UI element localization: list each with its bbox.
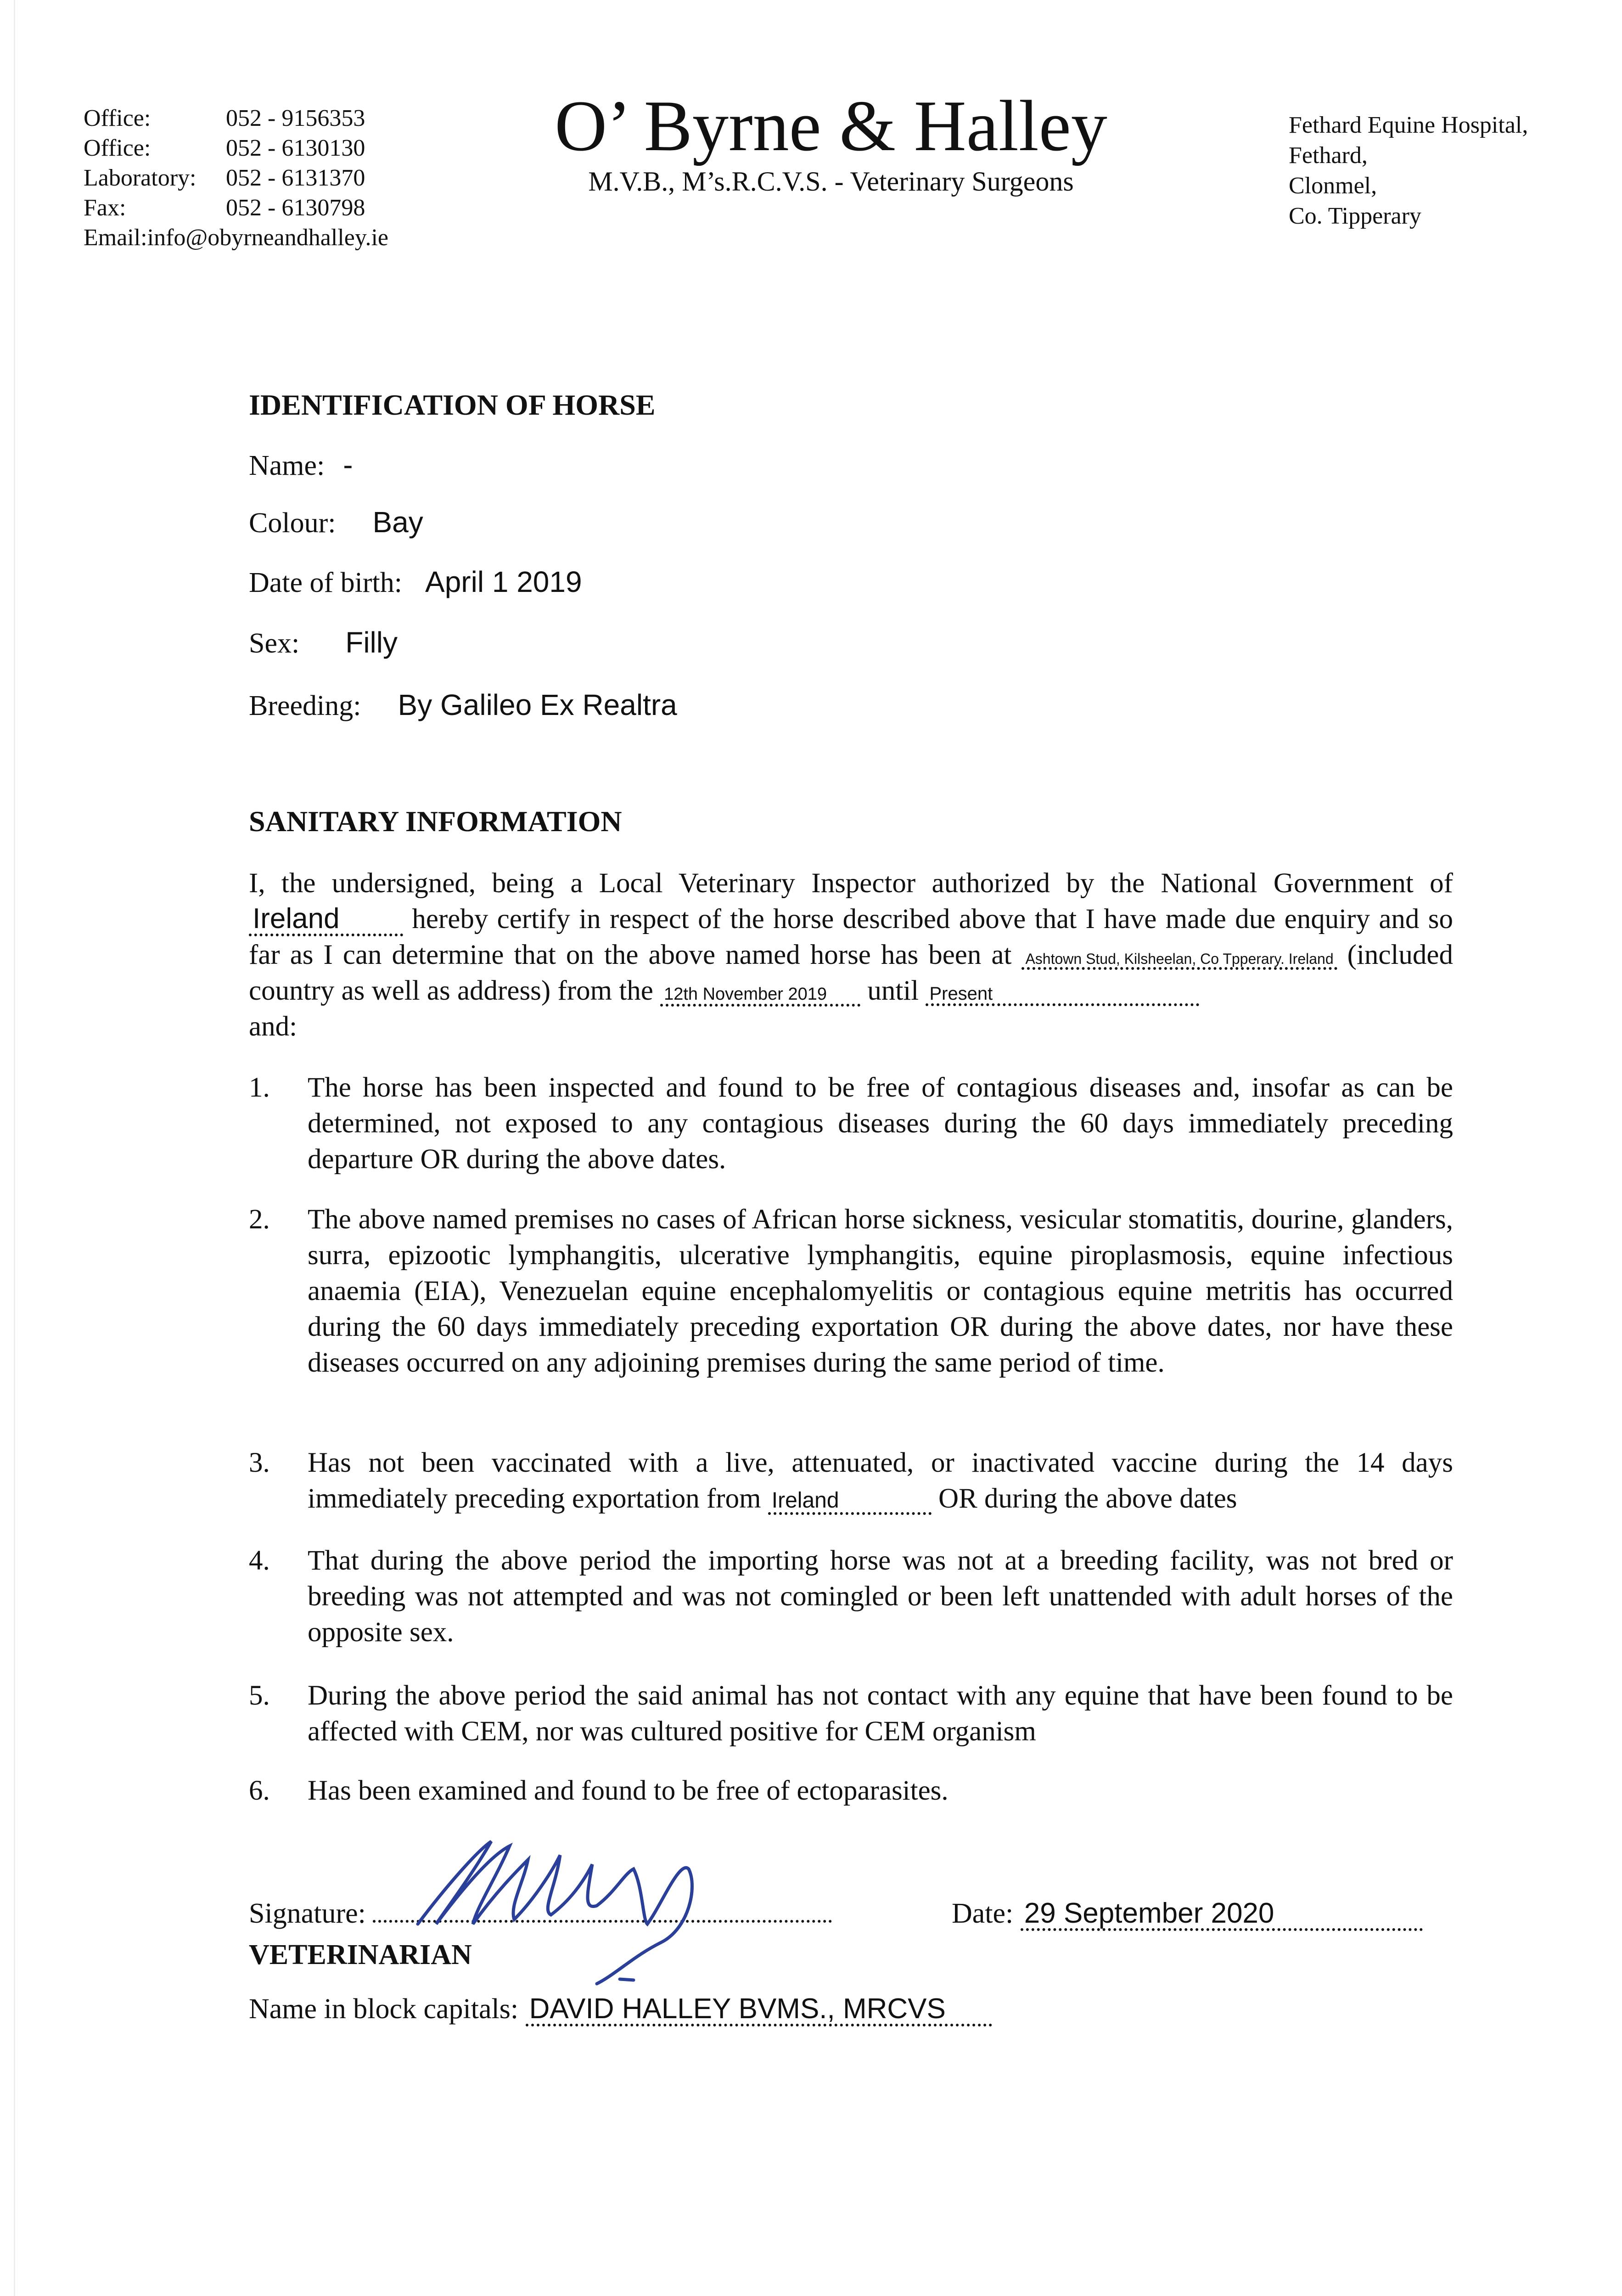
contact-label: Office: bbox=[84, 105, 151, 131]
contact-row bbox=[84, 103, 388, 133]
practice-name: O’ Byrne & Halley bbox=[555, 86, 1107, 166]
address-line: Co. Tipperary bbox=[1289, 203, 1421, 229]
item-number: 1. bbox=[249, 1072, 270, 1103]
item-text: Has been examined and found to be free of ectoparasites. bbox=[308, 1775, 949, 1806]
field-value: April 1 2019 bbox=[425, 565, 582, 598]
contact-value: 052 - 9156353 bbox=[226, 105, 365, 131]
address-line: Clonmel, bbox=[1289, 173, 1377, 199]
contact-value: 052 - 6130130 bbox=[226, 135, 365, 161]
condition-item bbox=[249, 1070, 1453, 1177]
item-text: The above named premises no cases of African horse sickness, vesicular stomatitis, dourine, glanders, surra, epizootic lymphangitis, ulcerative lymphangitis, equine piroplasmosis, equine infectious anaemia (EIA), Venezuelan equine encephalomyelitis or contagious equine metritis has occurred during the 60 days immediately preceding exportation OR during the above dates, nor have these diseases occurred on any adjoining premises during the same period of time. bbox=[308, 1204, 1453, 1378]
field-name bbox=[249, 448, 353, 482]
practice-subtitle: M.V.B., M’s.R.C.V.S. - Veterinary Surgeons bbox=[588, 166, 1074, 197]
field-breeding bbox=[249, 688, 677, 722]
intro-text: hereby certify in respect of the horse described above that I have made due enquiry and so far as I can determine that on the above named horse has been at bbox=[249, 904, 1453, 970]
contact-value: 052 - 6130798 bbox=[226, 195, 365, 221]
intro-text: I, the undersigned, being a Local Veterinary Inspector authorized by the National Government of bbox=[249, 868, 1453, 899]
contact-label: Laboratory: bbox=[84, 165, 196, 191]
premises-value: Ashtown Stud, Kilsheelan, Co Tpperary. Ireland bbox=[1025, 951, 1334, 967]
field-label: Sex: bbox=[249, 628, 300, 659]
from-date-fill bbox=[660, 985, 860, 1007]
contact-row bbox=[84, 163, 388, 193]
intro-text: until bbox=[867, 975, 919, 1006]
block-name-value: DAVID HALLEY BVMS., MRCVS bbox=[529, 1993, 946, 2025]
field-label: Name: bbox=[249, 450, 325, 481]
identification-heading: IDENTIFICATION OF HORSE bbox=[249, 388, 656, 421]
export-country-value: Ireland bbox=[771, 1488, 839, 1513]
condition-item bbox=[249, 1202, 1453, 1381]
contact-row bbox=[84, 133, 388, 163]
contact-label: Fax: bbox=[84, 195, 126, 221]
block-name-label: Name in block capitals: bbox=[249, 1993, 519, 2025]
until-value: Present bbox=[929, 984, 993, 1004]
field-sex bbox=[249, 625, 398, 660]
role-label: VETERINARIAN bbox=[249, 1939, 472, 1970]
address-line: Fethard, bbox=[1289, 142, 1368, 169]
field-value: - bbox=[343, 448, 353, 481]
date-line bbox=[952, 1897, 1423, 1931]
item-text: During the above period the said animal has not contact with any equine that have been found to be affected with CEM, nor was cultured positive for CEM organism bbox=[308, 1680, 1453, 1747]
item-text: That during the above period the importing horse was not at a breeding facility, was not bred or breeding was not attempted and was not comingled or been left unattended with adult horses of the opposite sex. bbox=[308, 1545, 1453, 1648]
block-name-fill bbox=[526, 1994, 992, 2026]
field-value: Filly bbox=[345, 626, 398, 659]
contact-value: 052 - 6131370 bbox=[226, 165, 365, 191]
condition-item bbox=[249, 1543, 1453, 1650]
item-number: 2. bbox=[249, 1204, 270, 1235]
contact-row bbox=[84, 193, 388, 223]
export-country-fill bbox=[768, 1489, 932, 1515]
item-number: 3. bbox=[249, 1447, 270, 1478]
letterhead bbox=[459, 87, 1203, 197]
contact-email: Email:info@obyrneandhalley.ie bbox=[84, 225, 388, 251]
field-label: Breeding: bbox=[249, 690, 361, 721]
from-date-value: 12th November 2019 bbox=[664, 985, 827, 1004]
item-number: 4. bbox=[249, 1545, 270, 1576]
field-value: Bay bbox=[372, 506, 423, 539]
date-label: Date: bbox=[952, 1898, 1014, 1929]
field-label: Colour: bbox=[249, 507, 336, 539]
item-number: 6. bbox=[249, 1775, 270, 1806]
country-value: Ireland bbox=[253, 903, 340, 934]
date-value: 29 September 2020 bbox=[1024, 1897, 1274, 1929]
item-text: OR during the above dates bbox=[938, 1483, 1237, 1514]
intro-text: and: bbox=[249, 1011, 297, 1042]
item-number: 5. bbox=[249, 1680, 270, 1711]
address-block bbox=[1289, 110, 1528, 231]
block-name-line bbox=[249, 1993, 992, 2026]
condition-item bbox=[249, 1678, 1453, 1750]
condition-item bbox=[249, 1773, 1453, 1809]
field-value: By Galileo Ex Realtra bbox=[398, 688, 677, 721]
sanitary-intro bbox=[249, 866, 1453, 1045]
field-colour bbox=[249, 505, 423, 540]
country-fill bbox=[249, 904, 403, 936]
contact-block bbox=[84, 103, 388, 253]
field-label: Date of birth: bbox=[249, 567, 403, 598]
intro-text: (included country as well as address) from the bbox=[249, 940, 1453, 1006]
sanitary-heading: SANITARY INFORMATION bbox=[249, 805, 622, 838]
contact-label: Office: bbox=[84, 135, 151, 161]
address-line: Fethard Equine Hospital, bbox=[1289, 112, 1528, 138]
until-fill bbox=[926, 984, 1199, 1006]
item-text: Has not been vaccinated with a live, attenuated, or inactivated vaccine during the 14 days immediately preceding exportation from bbox=[308, 1447, 1453, 1514]
premises-fill bbox=[1021, 951, 1337, 970]
condition-item bbox=[249, 1445, 1453, 1517]
item-text: The horse has been inspected and found to be free of contagious diseases and, insofar as can be determined, not exposed to any contagious diseases during the 60 days immediately preceding departure OR during the above dates. bbox=[308, 1072, 1453, 1175]
scan-edge bbox=[14, 0, 15, 2296]
field-date-of-birth bbox=[249, 565, 582, 599]
date-fill bbox=[1021, 1898, 1423, 1931]
signature-label: Signature: bbox=[249, 1898, 366, 1929]
